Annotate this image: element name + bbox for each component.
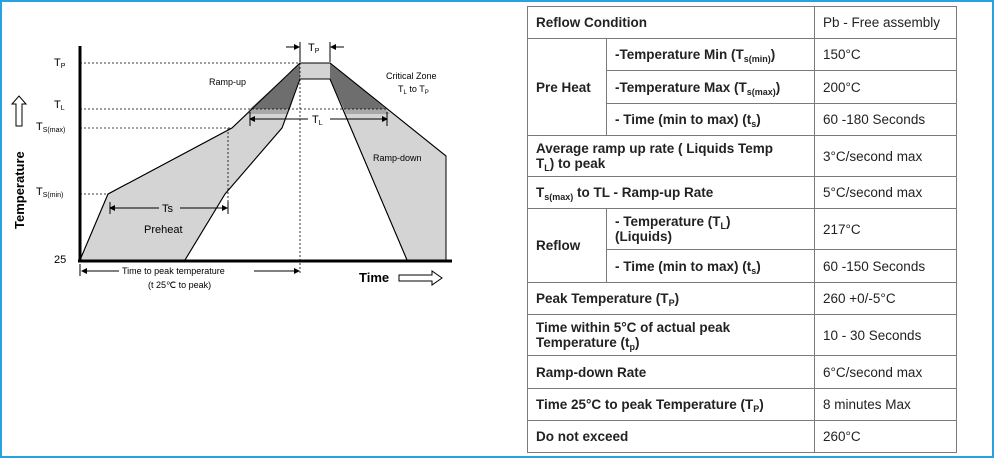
ramp-up-rate-label: Average ramp up rate ( Liquids Temp $T_L$) to peak xyxy=(528,136,815,177)
table-row xyxy=(528,356,957,389)
critical-zone-range-label: $T_L$ to $T_P$ xyxy=(398,84,429,96)
ramp-down-label: Ramp-down Rate xyxy=(528,356,815,389)
preheat-min-value: 150°C xyxy=(815,39,957,71)
do-not-exceed-label: Do not exceed xyxy=(528,421,815,453)
table-row xyxy=(528,283,957,315)
time-within-value: 10 - 30 Seconds xyxy=(815,315,957,356)
tsmax-axis-label: TS(max) xyxy=(36,121,66,134)
reflow-profile-diagram xyxy=(4,4,504,304)
tp-dim-label: TP xyxy=(308,42,320,55)
reflow-temp-label: - Temperature $(T_L)$ (Liquids) xyxy=(607,209,815,250)
preheat-max-label: -Temperature Max $(T_{s(max)})$ xyxy=(607,71,815,104)
critical-zone-label: Critical Zone xyxy=(386,71,437,81)
time-25-value: 8 minutes Max xyxy=(815,389,957,421)
time-25-label: Time 25°C to peak Temperature $(T_P)$ xyxy=(528,389,815,421)
reflow-label: Reflow xyxy=(528,209,607,283)
ts-ramp-value: 5°C/second max xyxy=(815,177,957,209)
ramp-down-value: 6°C/second max xyxy=(815,356,957,389)
table-header-row xyxy=(528,7,957,39)
peak-temp-value: 260 +0/-5°C xyxy=(815,283,957,315)
reflow-time-label: - Time (min to max) $(t_s)$ xyxy=(607,250,815,283)
tl-axis-label: TL xyxy=(54,99,65,112)
tl-band-right xyxy=(344,109,390,114)
x-axis-title-arrow xyxy=(399,271,442,285)
reflow-condition-table xyxy=(527,6,957,453)
reflow-time-value: 60 -150 Seconds xyxy=(815,250,957,283)
x-axis-title: Time xyxy=(359,270,390,285)
time-within-label: Time within 5°C of actual peak Temperature $(t_p)$ xyxy=(528,315,815,356)
do-not-exceed-value: 260°C xyxy=(815,421,957,453)
preheat-time-label: - Time (min to max) $(t_s)$ xyxy=(607,104,815,136)
time-to-peak-label: Time to peak temperature xyxy=(122,266,225,276)
table-row xyxy=(528,389,957,421)
t25-axis-label: 25 xyxy=(54,254,67,266)
ts-ramp-label: $T_{s(max)}$ to TL - Ramp-up Rate xyxy=(528,177,815,209)
reflow-temp-value: 217°C xyxy=(815,209,957,250)
preheat-min-label: -Temperature Min $(T_{s(min)})$ xyxy=(607,39,815,71)
table-row xyxy=(528,136,957,177)
ramp-down-label: Ramp-down xyxy=(373,153,422,163)
table-row xyxy=(528,315,957,356)
table-row xyxy=(528,177,957,209)
y-axis-title-arrow xyxy=(12,96,26,126)
preheat-max-value: 200°C xyxy=(815,71,957,104)
header-value: Pb - Free assembly xyxy=(815,7,957,39)
table-row xyxy=(528,421,957,453)
tl-band xyxy=(246,109,290,114)
preheat-label: Preheat xyxy=(144,224,183,236)
preheat-label: Pre Heat xyxy=(528,39,607,136)
tl-dim-label: TL xyxy=(312,114,323,127)
ts-dim-label: Ts xyxy=(162,203,173,215)
table-row xyxy=(528,39,957,71)
time-to-peak-sub-label: (t 25℃ to peak) xyxy=(148,280,212,290)
ramp-up-label: Ramp-up xyxy=(209,77,247,87)
peak-temp-label: Peak Temperature $(T_P)$ xyxy=(528,283,815,315)
preheat-time-value: 60 -180 Seconds xyxy=(815,104,957,136)
header-label: Reflow Condition xyxy=(528,7,815,39)
tsmin-axis-label: TS(min) xyxy=(36,186,64,199)
table-row xyxy=(528,209,957,250)
tp-axis-label: TP xyxy=(54,57,66,70)
ramp-up-rate-value: 3°C/second max xyxy=(815,136,957,177)
y-axis-title: Temperature xyxy=(12,151,27,229)
